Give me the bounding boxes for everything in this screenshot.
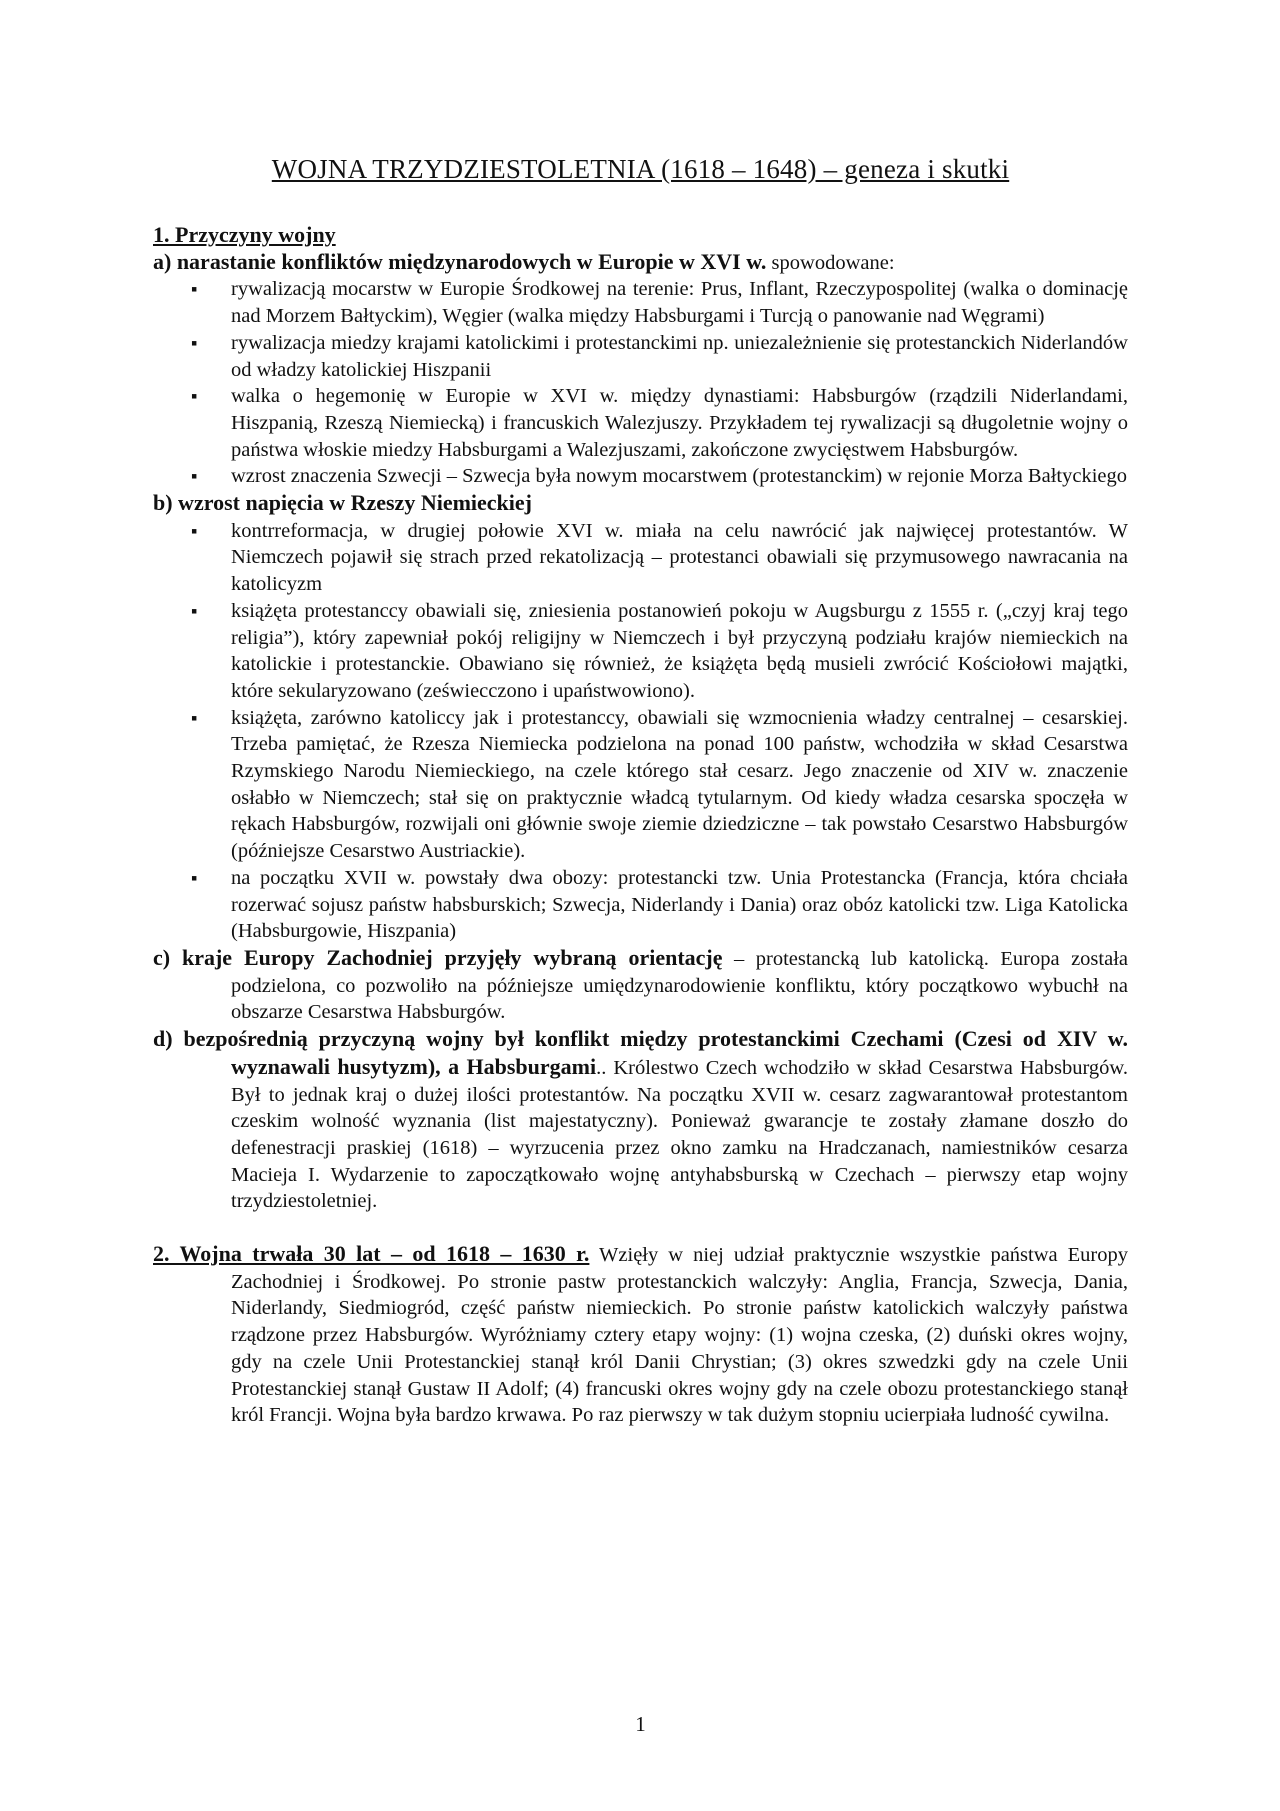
- section1a-paragraph: [153, 249, 1128, 277]
- bullet-item: ▪ kontrreformacja, w drugiej połowie XVI w. miała na celu nawrócić jak najwięcej protestantów. W Niemczech pojawił się strach przed rekatolizacją – protestanci obawiali się przymusowego nawracania na katolicyzm: [153, 518, 1128, 598]
- document-title: WOJNA TRZYDZIESTOLETNIA (1618 – 1648) – geneza i skutki: [271, 154, 1010, 184]
- bullet-item: ▪ wzrost znaczenia Szwecji – Szwecja była nowym mocarstwem (protestanckim) w rejonie Morza Bałtyckiego: [153, 463, 1128, 490]
- section1a-rest: spowodowane:: [766, 251, 895, 274]
- section1b-paragraph: [153, 490, 1128, 518]
- section1d-label: d) bezpośrednią przyczyną wojny był konflikt między protestanckimi Czechami (Czesi od XIV w. wyznawali husytyzm), a Habsburgami: [153, 1026, 1128, 1079]
- section1c-paragraph: [153, 945, 1128, 1026]
- bullet-item: ▪ na początku XVII w. powstały dwa obozy: protestancki tzw. Unia Protestancka (Francja, która chciała rozerwać sojusz państw habsburskich; Szwecja, Niderlandy i Dania) oraz obóz katolicki tzw. Liga Katolicka (Habsburgowie, Hiszpania): [153, 865, 1128, 945]
- bullet-item: ▪ książęta, zarówno katoliccy jak i protestanccy, obawiali się wzmocnienia władzy centralnej – cesarskiej. Trzeba pamiętać, że Rzesza Niemiecka podzielona na ponad 100 państw, wchodziła w skład Cesarstwa Rzymskiego Narodu Niemieckiego, na czele którego stał cesarz. Jego znaczenie od XIV w. znaczenie osłabło w Niemczech; stał się on praktycznie władcą tytularnym. Od kiedy władza cesarska spoczęła w rękach Habsburgów, rozwijali oni głównie swoje ziemie dziedziczne – tak powstało Cesarstwo Habsburgów (późniejsze Cesarstwo Austriackie).: [153, 705, 1128, 865]
- section1c-rest: – protestancką lub katolicką. Europa została podzielona, co pozwoliło na późniejsze umiędzynarodowienie konfliktu, który początkowo wybuchł na obszarze Cesarstwa Habsburgów.: [231, 947, 1128, 1024]
- section1d-rest: .. Królestwo Czech wchodziło w skład Cesarstwa Habsburgów. Był to jednak kraj o dużej ilości protestantów. Na początku XVII w. cesarz zagwarantował protestantom czeskim wolność wyznania (list majestatyczny). Ponieważ gwarancje te zostały złamane doszło do defenestracji praskiej (1618) – wyrzucenia przez okno zamku na Hradczanach, namiestników cesarza Macieja I. Wydarzenie to zapoczątkowało wojnę antyhabsburską w Czechach – pierwszy etap wojny trzydziestoletniej.: [231, 1056, 1129, 1213]
- section1a-label: a) narastanie konfliktów międzynarodowych w Europie w XVI w.: [153, 248, 767, 274]
- section2-text: Wzięły w niej udział praktycznie wszystkie państwa Europy Zachodniej i Środkowej. Po stronie pastw protestanckich walczyły: Anglia, Francja, Szwecja, Dania, Niderlandy, Siedmiogród, część państw niemieckich. Po stronie państw katolickich walczyły państwa rządzone przez Habsburgów. Wyróżniamy cztery etapy wojny: (1) wojna czeska, (2) duński okres wojny, gdy na czele Unii Protestanckiej stanął król Danii Chrystian; (3) okres szwedzki gdy na czele Unii Protestanckiej stanął Gustaw II Adolf; (4) francuski okres wojny gdy na czele obozu protestanckiego stanął król Francji. Wojna była bardzo krwawa. Po raz pierwszy w tak dużym stopniu ucierpiała ludność cywilna.: [231, 1244, 1128, 1427]
- section1c-label: c) kraje Europy Zachodniej przyjęły wybraną orientację: [153, 944, 723, 970]
- section1d-paragraph: [153, 1026, 1128, 1215]
- section1-heading: 1. Przyczyny wojny: [153, 222, 336, 247]
- section1b-label: b) wzrost napięcia w Rzeszy Niemieckiej: [153, 490, 532, 516]
- bullet-item: ▪ walka o hegemonię w Europie w XVI w. między dynastiami: Habsburgów (rządzili Niderlandami, Hiszpanią, Rzeszą Niemiecką) i francuskich Walezjuszy. Przykładem tej rywalizacji są długoletnie wojny o państwa włoskie miedzy Habsburgami a Walezjuszami, zakończone zwycięstwem Habsburgów.: [153, 383, 1128, 463]
- section1a-bullet-list: [153, 276, 1128, 490]
- bullet-item: ▪ książęta protestanccy obawiali się, zniesienia postanowień pokoju w Augsburgu z 1555 r. („czyj kraj tego religia”), który zapewniał pokój religijny w Niemczech i był przyczyną podziału krajów niemieckich na katolickie i protestanckie. Obawiano się również, że książęta będą musieli zwrócić Kościołowi majątki, które sekularyzowano (zeświecczono i upaństwowiono).: [153, 598, 1128, 705]
- bullet-item: ▪ rywalizacją mocarstw w Europie Środkowej na terenie: Prus, Inflant, Rzeczypospolitej (walka o dominację nad Morzem Bałtyckim), Węgier (walka między Habsburgami i Turcją o panowanie nad Węgrami): [153, 276, 1128, 329]
- section2-heading: 2. Wojna trwała 30 lat – od 1618 – 1630 r.: [153, 1241, 590, 1267]
- section2-paragraph: [153, 1241, 1128, 1429]
- page-number: 1: [635, 1712, 646, 1736]
- bullet-item: ▪ rywalizacja miedzy krajami katolickimi i protestanckimi np. uniezależnienie się protestanckich Niderlandów od władzy katolickiej Hiszpanii: [153, 330, 1128, 383]
- section1b-bullet-list: [153, 518, 1128, 945]
- document-body: [153, 222, 1128, 1429]
